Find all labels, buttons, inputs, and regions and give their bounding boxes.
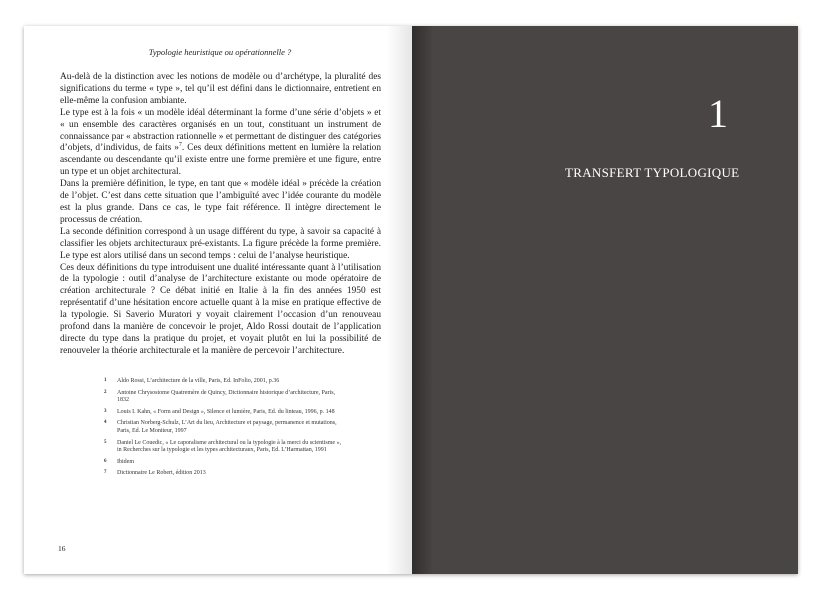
footnote <box>104 378 344 386</box>
footnote-number: 1 <box>104 378 107 383</box>
footnote <box>104 390 344 405</box>
footnote-number: 3 <box>104 408 107 414</box>
footnote <box>104 409 344 417</box>
paragraph <box>60 227 381 263</box>
paragraph-text: Le type est à la fois « un modèle idéal déterminant la forme d’une série d’objets » et « un ensemble des caractères organisés en un tout, constituant un instrument de connaissance par « abstraction rationnelle » et permettant de distinguer des catégories d’objets, d’individus, de faits » <box>60 107 381 154</box>
footnote-text: Aldo Rossi, L’architecture de la ville, Paris, Ed. InFolio, 2001, p.36 <box>117 378 280 384</box>
footnote <box>104 420 344 435</box>
left-page <box>24 26 412 574</box>
paragraph <box>60 263 381 358</box>
footnote-text: Louis I. Kahn, « Form and Design », Silence et lumière, Paris, Ed. du linteau, 1996, p. 148 <box>117 408 335 415</box>
paragraph-text: . Ces deux définitions mettent en lumière la relation ascendante ou descendante qu’il existe entre une forme première et une figure, entre un type et un objet architectural. <box>60 143 382 178</box>
footnote-text: Dictionnaire Le Robert, édition 2013 <box>117 470 206 477</box>
footnote-number: 7 <box>104 470 107 476</box>
footnote-text: Christian Norberg-Schulz, L’Art du lieu, Architecture et paysage, permanence et mutations, Paris, Ed. Le Moniteur, 1997 <box>117 420 337 434</box>
chapter-number: 1 <box>708 91 728 136</box>
book-spread <box>24 26 798 574</box>
footnotes <box>104 378 344 482</box>
footnote-text: Antoine Chrysostome Quatremère de Quincy, Dictionnaire historique d’architecture, Paris, 1832 <box>117 389 336 404</box>
paragraph <box>60 72 381 108</box>
footnote-text: Daniel Le Couedic, « Le caporalisme architectural ou la typologie à la merci du scientisme », in Recherches sur la typologie et les types architecturaux, Paris, Ed. L’Harmattan, 1991 <box>117 439 342 454</box>
paragraph <box>60 108 381 179</box>
footnote-number: 2 <box>104 389 107 395</box>
footnote <box>104 440 344 455</box>
footnote-reference: 7 <box>178 142 182 149</box>
footnote-number: 5 <box>104 439 107 445</box>
paragraph-text: Dans la première définition, le type, en tant que « modèle idéal » précède la création de l’objet. C’est dans cette situation que l’ambiguïté avec l’idée courante du modèle est la plus grande. Dans ce cas, le type fait référence. Il intègre directement le processus de création. <box>60 179 381 225</box>
paragraph-text: Au-delà de la distinction avec les notions de modèle ou d’archétype, la pluralité des significations du terme « type », tel qu’il est défini dans le dictionnaire, entretient en elle-même la confusion ambiante. <box>60 72 381 106</box>
running-head: Typologie heuristique ou opérationnelle ? <box>148 47 292 57</box>
footnote-number: 6 <box>104 458 107 464</box>
footnote-number: 4 <box>104 420 107 426</box>
footnote <box>104 470 344 478</box>
footnote <box>104 459 344 467</box>
page-number: 16 <box>58 544 66 553</box>
footnote-text: Ibidem <box>117 458 134 465</box>
chapter-title: TRANSFERT TYPOLOGIQUE <box>565 165 740 180</box>
gutter-shadow <box>412 26 434 574</box>
body-text <box>60 72 381 358</box>
right-page <box>412 26 798 574</box>
paragraph-text: Ces deux définitions du type introduisent une dualité intéressante quant à l’utilisation de la typologie : outil d’analyse de l’architecture existante ou mode opératoire de création architecturale ? Ce débat initié en Italie à la fin des années 1950 est représentatif d’une hésitation encore actuelle quant à la mise en pratique effective de la typologie. Si Saverio Muratori y voyait clairement l’occasion d’un renouveau profond dans la manière de concevoir le projet, Aldo Rossi doutait de l’application directe du type dans la pratique du projet, et voyait plutôt en lui la possibilité de renouveler la théorie architecturale et la manière de percevoir l’architecture. <box>60 262 381 356</box>
paragraph <box>60 179 381 227</box>
paragraph-text: La seconde définition correspond à un usage différent du type, à savoir sa capacité à classifier les objets architecturaux pré-existants. La figure précède la forme première. Le type est alors utilisé dans un second temps : celui de l’analyse heuristique. <box>60 226 381 261</box>
gutter-shadow <box>386 26 412 574</box>
